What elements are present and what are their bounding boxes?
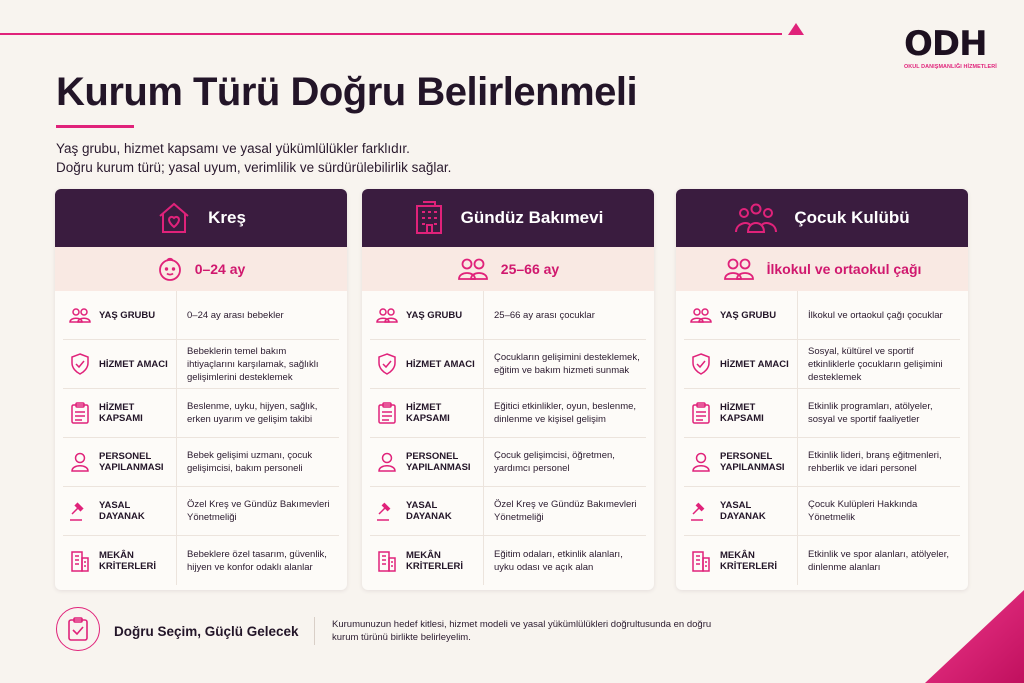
row-text: Çocuk gelişimcisi, öğretmen, yardımcı personel <box>494 450 615 474</box>
card-cocuk-kulubu <box>676 189 968 590</box>
row-label: HİZMET KAPSAMI <box>97 389 177 437</box>
row-personel <box>63 438 339 487</box>
row-hizmet-kapsami <box>684 389 960 438</box>
footer-title: Doğru Seçim, Güçlü Gelecek <box>114 624 299 639</box>
logo-subtitle: OKUL DANIŞMANLIĞI HİZMETLERİ <box>904 64 997 70</box>
row-yas-grubu <box>63 291 339 340</box>
clipboard-list-icon <box>71 402 89 424</box>
shield-check-icon <box>692 353 710 375</box>
group-icon <box>734 203 778 233</box>
logo-mark: ODH <box>904 24 987 64</box>
page-subtitle <box>56 139 451 177</box>
info-rows <box>55 291 347 585</box>
row-text: Özel Kreş ve Gündüz Bakımevleri Yönetmeliği <box>494 499 637 523</box>
row-hizmet-kapsami <box>370 389 646 438</box>
footer-divider <box>314 617 315 645</box>
row-label: HİZMET AMACI <box>718 340 798 388</box>
row-text: Eğitim odaları, etkinlik alanları, uyku odası ve açık alan <box>494 548 623 573</box>
top-triangle-icon <box>788 23 804 35</box>
row-label: MEKÂN KRİTERLERİ <box>718 536 798 585</box>
house-heart-icon <box>156 201 192 235</box>
row-text: Çocuk Kulüpleri Hakkında Yönetmelik <box>808 499 918 523</box>
subtitle-line-1: Yaş grubu, hizmet kapsamı ve yasal yükümlülükler farklıdır. <box>56 141 410 156</box>
row-mekan-kriterleri <box>370 536 646 585</box>
age-band <box>362 247 654 291</box>
two-children-icon <box>723 258 755 280</box>
info-rows <box>676 291 968 585</box>
row-mekan-kriterleri <box>684 536 960 585</box>
row-label: YAŞ GRUBU <box>404 291 484 339</box>
row-text: Çocukların gelişimini desteklemek, eğitim ve bakım hizmeti sunmak <box>494 352 640 376</box>
row-label: HİZMET AMACI <box>97 340 177 388</box>
age-range: 25–66 ay <box>500 261 560 277</box>
row-personel <box>370 438 646 487</box>
row-label: YAŞ GRUBU <box>97 291 177 339</box>
row-hizmet-kapsami <box>63 389 339 438</box>
row-label: YASAL DAYANAK <box>97 487 177 535</box>
card-header <box>676 189 968 247</box>
gavel-icon <box>69 501 91 521</box>
row-label: YASAL DAYANAK <box>404 487 484 535</box>
building-icon <box>70 550 90 572</box>
two-children-icon <box>457 258 489 280</box>
building-icon <box>691 550 711 572</box>
card-title: Gündüz Bakımevi <box>460 208 604 227</box>
row-text: Özel Kreş ve Gündüz Bakımevleri Yönetmeliği <box>187 499 330 523</box>
card-gunduz-bakimevi <box>362 189 654 590</box>
card-title: Çocuk Kulübü <box>794 208 910 227</box>
row-text: Beslenme, uyku, hijyen, sağlık, erken uyarım ve gelişim takibi <box>187 401 318 425</box>
card-title: Kreş <box>208 208 246 227</box>
person-icon <box>378 452 396 472</box>
people-icon <box>376 307 398 323</box>
row-yas-grubu <box>684 291 960 340</box>
shield-check-icon <box>378 353 396 375</box>
gavel-icon <box>690 501 712 521</box>
row-personel <box>684 438 960 487</box>
card-header <box>55 189 347 247</box>
row-text: Bebeklerin temel bakım ihtiyaçlarını karşılamak, sağlıklı gelişimlerini desteklemek <box>187 345 319 383</box>
age-range: 0–24 ay <box>194 261 246 277</box>
row-label: HİZMET AMACI <box>404 340 484 388</box>
row-text: Etkinlik ve spor alanları, atölyeler, dinlenme alanları <box>808 548 949 573</box>
card-kres <box>55 189 347 590</box>
row-text: Bebek gelişimi uzmanı, çocuk gelişimcisi, bakım personeli <box>187 450 313 474</box>
person-icon <box>692 452 710 472</box>
age-band <box>676 247 968 291</box>
row-mekan-kriterleri <box>63 536 339 585</box>
age-range: İlkokul ve ortaokul çağı <box>766 261 922 277</box>
top-decorative-line <box>0 33 782 35</box>
footer-text: Kurumunuzun hedef kitlesi, hizmet modeli ve yasal yükümlülükleri doğrultusunda en doğru kurum türünü birlikte belirleyelim. <box>332 619 712 643</box>
subtitle-line-2: Doğru kurum türü; yasal uyum, verimlilik ve sürdürülebilirlik sağlar. <box>56 160 452 175</box>
row-yas-grubu <box>370 291 646 340</box>
row-label: HİZMET KAPSAMI <box>404 389 484 437</box>
row-hizmet-amaci <box>370 340 646 389</box>
page-title: Kurum Türü Doğru Belirlenmeli <box>56 70 638 114</box>
row-yasal-dayanak <box>684 487 960 536</box>
people-icon <box>69 307 91 323</box>
baby-face-icon <box>157 256 183 282</box>
gavel-icon <box>376 501 398 521</box>
shield-check-icon <box>71 353 89 375</box>
row-text: İlkokul ve ortaokul çağı çocuklar <box>808 309 943 321</box>
age-band <box>55 247 347 291</box>
row-text: Sosyal, kültürel ve sportif etkinliklerle çocukların gelişimini desteklemek <box>808 345 943 383</box>
clipboard-list-icon <box>378 402 396 424</box>
row-label: MEKÂN KRİTERLERİ <box>404 536 484 585</box>
office-building-icon <box>413 201 445 235</box>
row-label: PERSONEL YAPILANMASI <box>718 438 798 486</box>
person-icon <box>71 452 89 472</box>
row-text: Etkinlik lideri, branş eğitmenleri, rehberlik ve idari personel <box>808 450 942 474</box>
row-text: Etkinlik programları, atölyeler, sosyal ve sportif faaliyetler <box>808 401 933 425</box>
row-label: HİZMET KAPSAMI <box>718 389 798 437</box>
row-yasal-dayanak <box>370 487 646 536</box>
row-text: 25–66 ay arası çocuklar <box>494 309 595 321</box>
row-text: 0–24 ay arası bebekler <box>187 309 284 321</box>
row-hizmet-amaci <box>684 340 960 389</box>
footer-badge <box>56 607 100 651</box>
row-label: MEKÂN KRİTERLERİ <box>97 536 177 585</box>
title-underline <box>56 125 134 128</box>
info-rows <box>362 291 654 585</box>
clipboard-list-icon <box>692 402 710 424</box>
card-header <box>362 189 654 247</box>
row-text: Bebeklere özel tasarım, güvenlik, hijyen ve konfor odaklı alanlar <box>187 548 327 573</box>
row-label: YASAL DAYANAK <box>718 487 798 535</box>
building-icon <box>377 550 397 572</box>
people-icon <box>690 307 712 323</box>
row-hizmet-amaci <box>63 340 339 389</box>
row-label: YAŞ GRUBU <box>718 291 798 339</box>
row-label: PERSONEL YAPILANMASI <box>97 438 177 486</box>
corner-triangle-icon <box>925 590 1024 683</box>
row-text: Eğitici etkinlikler, oyun, beslenme, dinlenme ve kişisel gelişim <box>494 401 637 425</box>
row-yasal-dayanak <box>63 487 339 536</box>
clipboard-check-icon <box>68 617 88 641</box>
row-label: PERSONEL YAPILANMASI <box>404 438 484 486</box>
logo <box>904 24 997 70</box>
